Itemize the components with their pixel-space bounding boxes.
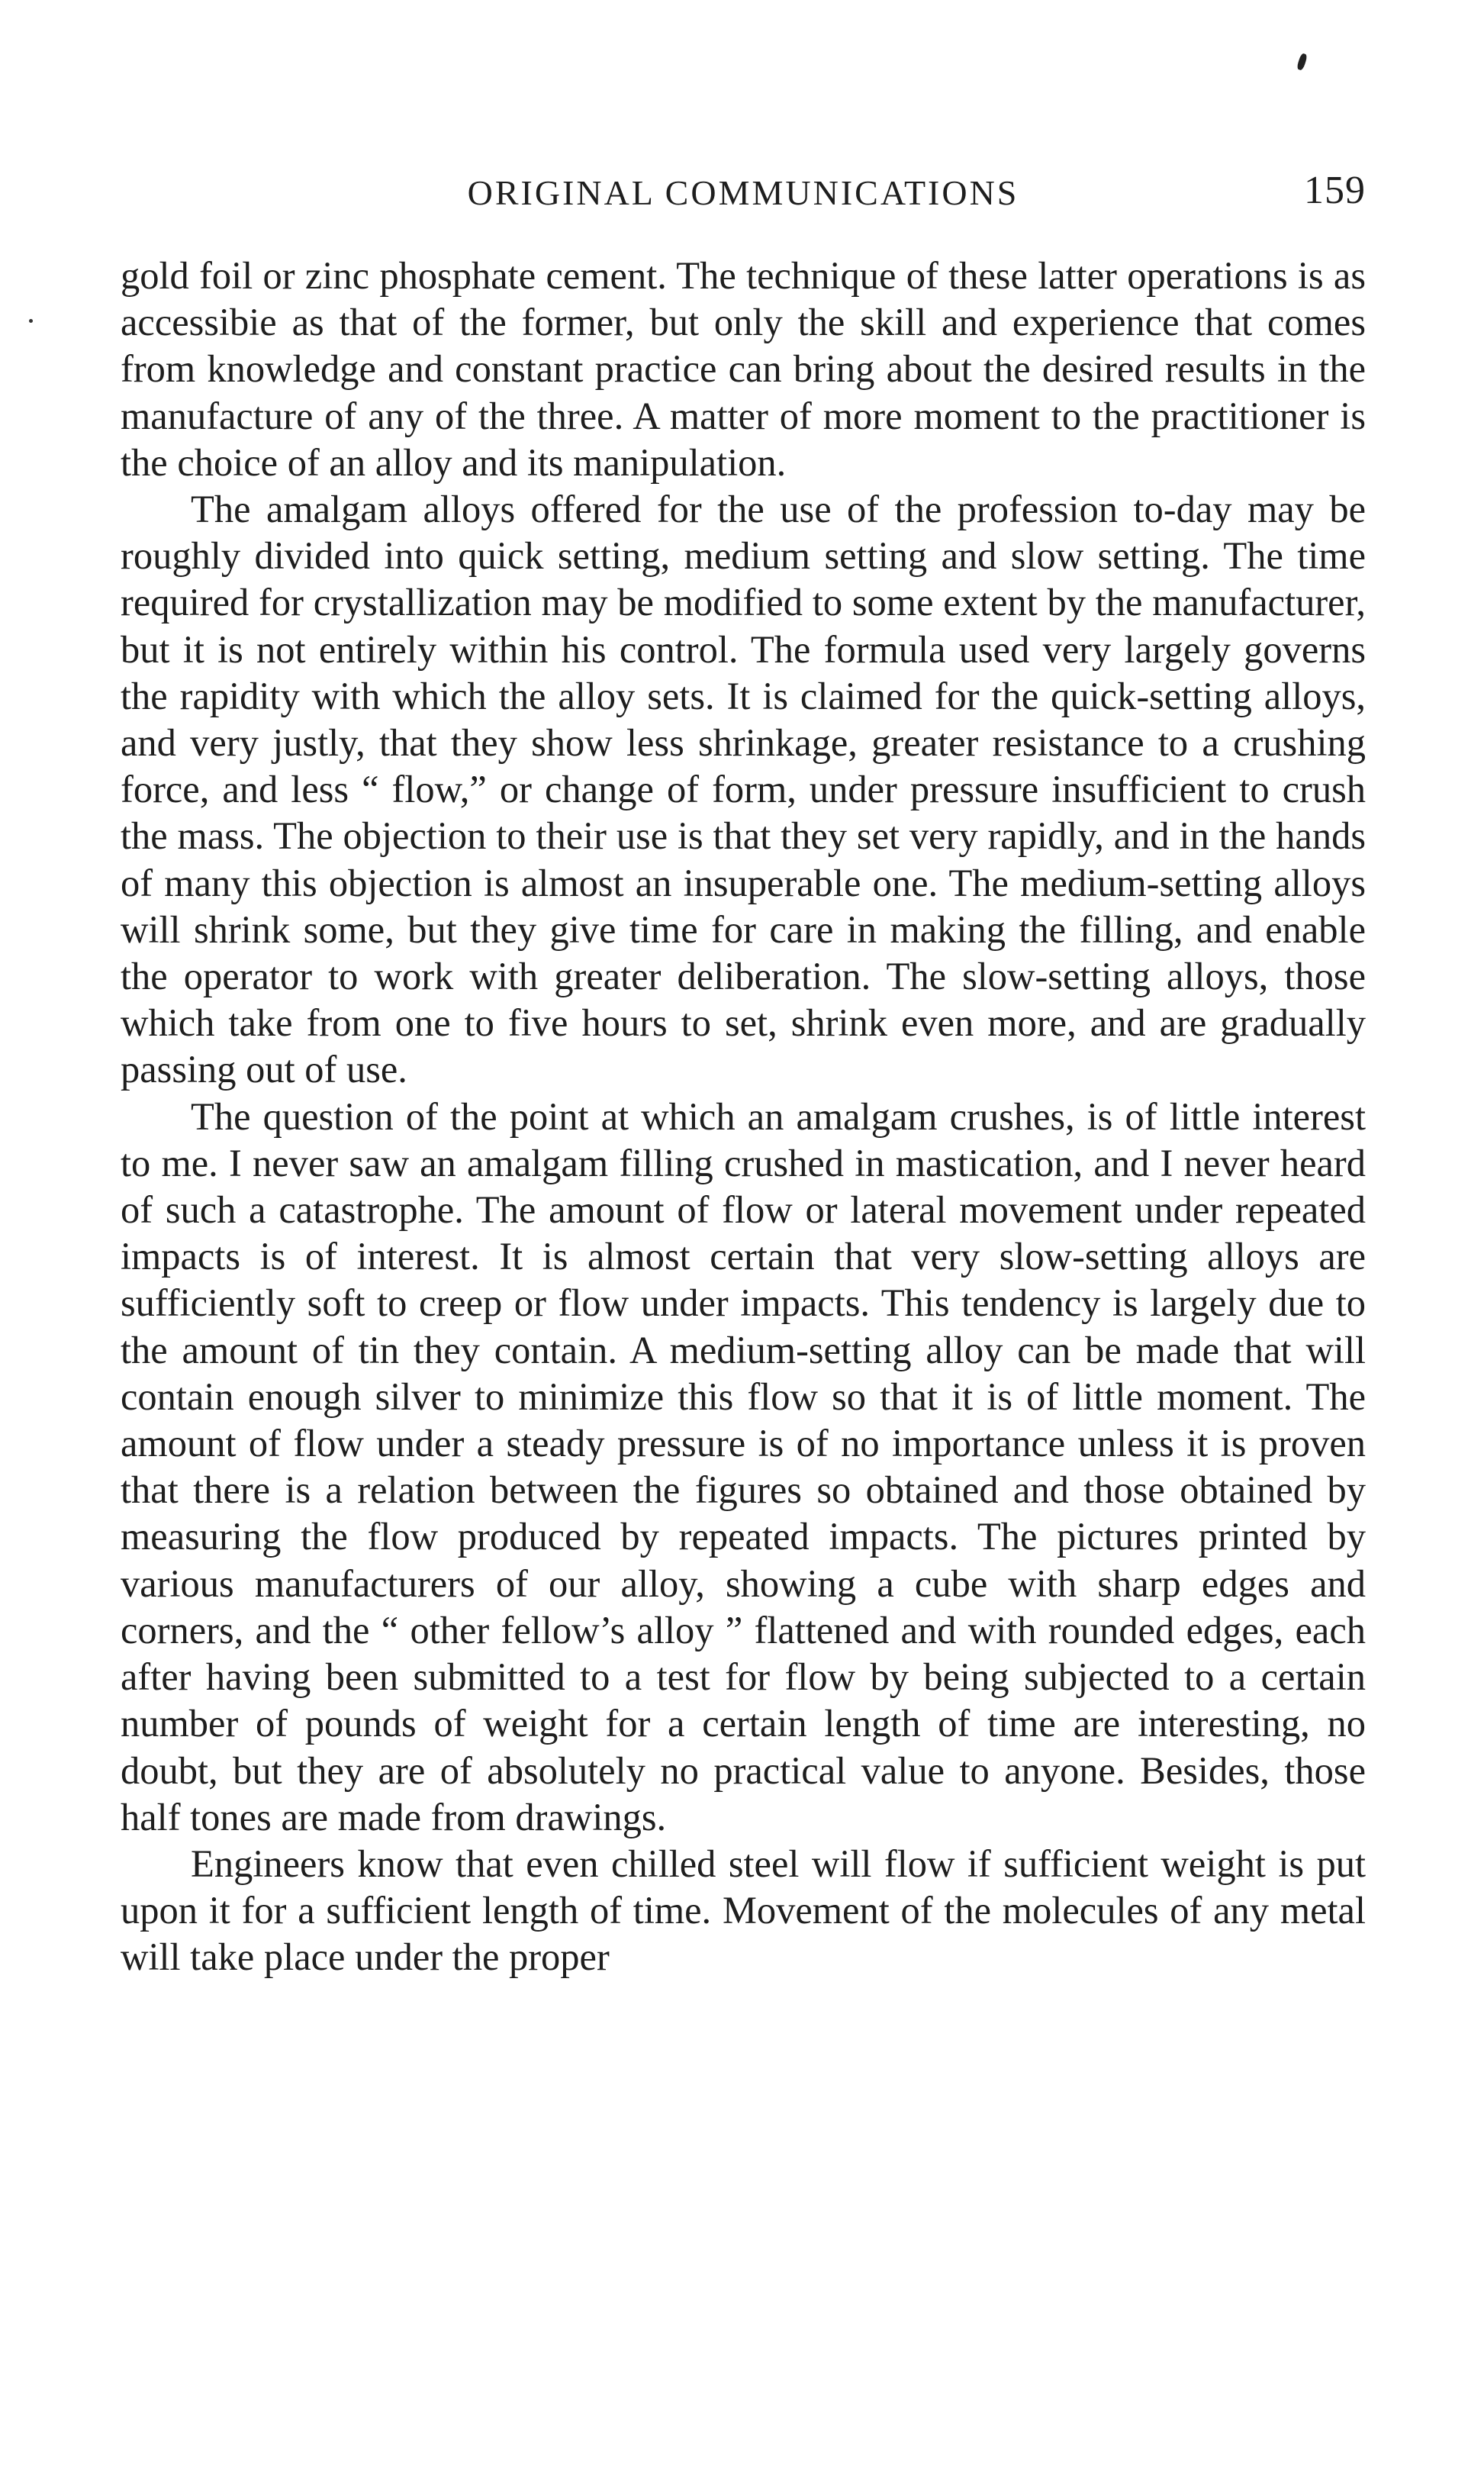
- ink-speck: [1296, 53, 1308, 71]
- paragraph-2: The amalgam alloys offered for the use of the profession to-day may be roughly divided into quick setting, medium setting and slow setting. The time required for crystallization may be modified to some extent by the manufacturer, but it is not entirely within his control. The formula used very largely governs the rapidity with which the alloy sets. It is claimed for the quick-setting alloys, and very justly, that they show less shrinkage, greater resistance to a crushing force, and less “ flow,” or change of form, under pressure insufficient to crush the mass. The objection to their use is that they set very rapidly, and in the hands of many this objection is almost an insuperable one. The medium-setting alloys will shrink some, but they give time for care in making the filling, and enable the operator to work with greater deliberation. The slow-setting alloys, those which take from one to five hours to set, shrink even more, and are gradually passing out of use.: [121, 488, 1366, 1091]
- running-title: ORIGINAL COMMUNICATIONS: [467, 173, 1019, 212]
- paragraph-4: Engineers know that even chilled steel will flow if sufficient weight is put upon it for a sufficient length of time. Movement of the molecules of any metal will take place under the proper: [121, 1842, 1366, 1979]
- page-number: 159: [1304, 169, 1366, 212]
- body-text: [121, 253, 1366, 1981]
- margin-dot: [29, 319, 33, 323]
- paragraph-3: The question of the point at which an amalgam crushes, is of little interest to me. I never saw an amalgam filling crushed in mastication, and I never heard of such a catastrophe. The amount of flow or lateral movement under repeated impacts is of interest. It is almost certain that very slow-setting alloys are sufficiently soft to creep or flow under impacts. This tendency is largely due to the amount of tin they contain. A medium-setting alloy can be made that will contain enough silver to minimize this flow so that it is of little moment. The amount of flow under a steady pressure is of no importance unless it is proven that there is a relation between the figures so obtained and those obtained by measuring the flow produced by repeated impacts. The pictures printed by various manufacturers of our alloy, showing a cube with sharp edges and corners, and the “ other fellow’s alloy ” flattened and with rounded edges, each after having been submitted to a test for flow by being subjected to a certain number of pounds of weight for a certain length of time are interesting, no doubt, but they are of absolutely no practical value to anyone. Besides, those half tones are made from drawings.: [121, 1094, 1366, 1838]
- paragraph-1: gold foil or zinc phosphate cement. The technique of these latter operations is as accessibie as that of the former, but only the skill and experience that comes from knowledge and constant practice can bring about the desired results in the manufacture of any of the three. A matter of more moment to the practitioner is the choice of an alloy and its manipulation.: [121, 254, 1366, 484]
- running-header: [121, 168, 1366, 229]
